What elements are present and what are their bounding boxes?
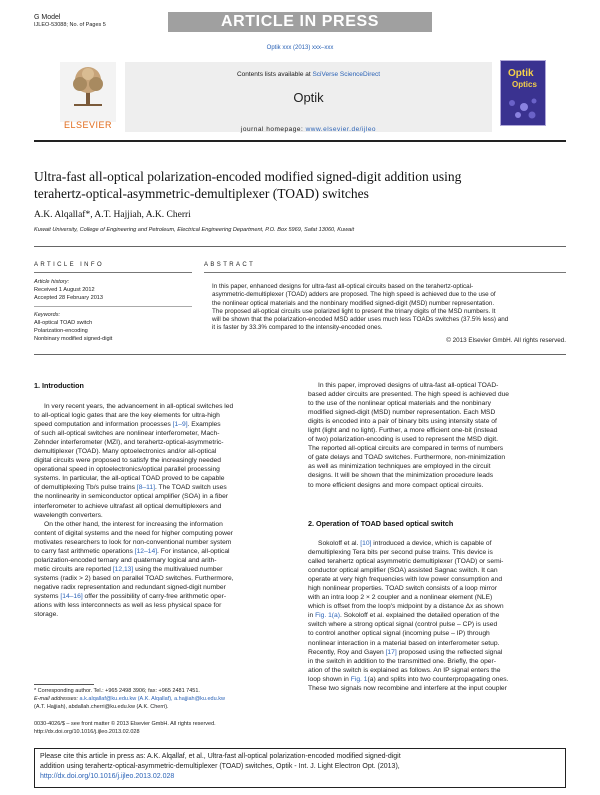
para-line: wavelength converters. (34, 511, 103, 519)
section-2-body (308, 539, 566, 693)
para-line: of two) polarization-encoding is used to represent the MSD digit. (308, 436, 498, 444)
section-1-body (34, 402, 292, 619)
cover-pattern-icon (504, 95, 542, 121)
please-cite-line: addition using terahertz-optical-asymmetric-demultiplexer (TOAD) switches, Optik - Int. J. Light Electron Opt. (2013), (40, 763, 400, 770)
abstract-line: will be shown that the polarization-encoded MSD adder uses much less TOADs switches (37.5% less) and (212, 316, 509, 324)
para-line: as well as minimization techniques are employed in the circuit (308, 463, 491, 471)
please-cite-text (40, 752, 560, 782)
citation-link[interactable]: [8–11] (136, 484, 155, 492)
para-line: polarization-encoded ternary and quaternary logical and arith- (34, 556, 217, 564)
para-line: designs. It will be shown that the minimization procedure leads (308, 472, 494, 480)
journal-code-id: IJLEO-53088; (34, 22, 68, 28)
para-line: operate at very high frequencies with low power consumption and (308, 576, 503, 584)
para-line: interferometer to achieve ultrafast all optical demultiplexers and (34, 502, 222, 510)
keyword-item: All-optical TOAD switch (34, 320, 93, 326)
affiliation: Kuwait University, College of Engineering and Petroleum, Electrical Engineering Department, P.O. Box 5969, Safat 13060, Kuwait (34, 227, 355, 233)
para-line: content of digital systems and the need for higher computing power (34, 529, 233, 537)
para-text: to carry fast arithmetic operations (34, 547, 135, 555)
title-line-1: Ultra-fast all-optical polarization-encoded modified signed-digit addition using (34, 169, 462, 184)
para-line: to more efficient designs and more compact optical circuits. (308, 481, 484, 489)
abstract-line: it is faster by 33.3% compared to the intensity-encoded ones. (212, 324, 383, 332)
para-line: conductor optical amplifier (SOA) assisted Sagnac switch. It can (308, 567, 498, 575)
para-line (34, 592, 292, 601)
pages-label: No. of Pages 5 (69, 22, 106, 28)
email-note-continued: (A.T. Hajjiah), abdallah.cherri@ku.edu.kw (A.K. Cherri). (34, 704, 169, 710)
para-text: of demultiplexing Tb/s pulse trains (34, 484, 137, 492)
issn-line: 0030-4026/$ – see front matter © 2013 Elsevier GmbH. All rights reserved. (34, 721, 216, 727)
sciencedirect-link[interactable]: SciVerse ScienceDirect (312, 71, 381, 78)
para-line: operational speed in optoelectronics/optical parallel processing (34, 466, 220, 474)
title-rule (34, 246, 566, 247)
right-intro-body (308, 381, 566, 490)
para-line: systems. In particular, the all-optical TOAD proved to be capable (34, 475, 225, 483)
abstract-copyright: © 2013 Elsevier GmbH. All rights reserved. (446, 337, 566, 344)
citation-link[interactable]: [12–14] (134, 547, 158, 555)
para-line: digital circuits were proposed to satisfy the increasingly needed (34, 457, 221, 465)
article-in-press-label: ARTICLE IN PRESS (220, 13, 380, 30)
para-line: the nonlinearity in semiconductor optical amplifier (SOA) in a fiber (34, 493, 229, 501)
para-line: based adder circuits are presented. The high speed is achieved due (308, 391, 510, 399)
contents-prefix: Contents lists available at (236, 71, 313, 78)
para-line (308, 539, 566, 548)
para-line: to the use of the nonlinear optical materials and the nonbinary (308, 400, 491, 408)
citation-link[interactable]: [12,13] (112, 565, 134, 573)
para-text: systems (34, 592, 61, 600)
para-line: ation of the switch is explained as follows. An IP signal enters the (308, 666, 501, 674)
figure-link[interactable]: Fig. 1(a) (315, 612, 340, 620)
abstract-line: asymmetric-demultiplexer (TOAD) adders are proposed. The high speed is achieved due to the use of (212, 291, 496, 299)
para-text: . Examples (187, 421, 221, 429)
para-line: Zehnder interferometer (MZI), and terahertz-optical-asymmetric- (34, 439, 224, 447)
homepage-link[interactable]: www.elsevier.de/ijleo (305, 126, 377, 133)
contents-line (125, 71, 492, 78)
header-rule (34, 140, 566, 142)
citation-link[interactable]: [1–9] (172, 421, 188, 429)
para-line: with an intra loop 2 × 2 coupler and a nonlinear element (NLE) (308, 594, 493, 602)
received-date: Received 1 August 2012 (34, 287, 95, 293)
para-text: (a) and splits into two counterpropagating ones. (367, 675, 509, 683)
homepage-prefix: journal homepage: (240, 126, 306, 133)
para-line: On the other hand, the interest for increasing the information (44, 520, 223, 528)
citation-link[interactable]: [10] (360, 540, 372, 547)
abstract-rule (204, 272, 566, 273)
citation-link[interactable]: [14–16] (60, 592, 83, 600)
elsevier-wordmark: ELSEVIER (63, 120, 113, 130)
cover-title: Optik (508, 68, 534, 79)
para-text: loop shown in (308, 675, 351, 683)
para-line: in the switch in addition to the transmitted one. Briefly, the oper- (308, 657, 496, 665)
para-text: introduced a device, which is capable of (371, 540, 492, 547)
article-info-caption: ARTICLE INFO (34, 262, 105, 268)
para-line: digits is encoded into a pair of binary bits using intensity state of (308, 418, 497, 426)
citation-link[interactable]: [17] (385, 648, 397, 656)
email-note (34, 696, 294, 704)
homepage-line (125, 126, 492, 133)
para-line: nonlinear interaction in a material based on interferometer setup. (308, 639, 500, 647)
para-line: to control another optical signal (incoming pulse – IP) through (308, 630, 490, 638)
article-info-separator (34, 306, 192, 307)
footnote-rule (34, 684, 94, 685)
abstract-line: the nonlinear optical materials and the nonbinary modified signed-digit (MSD) number representation. (212, 299, 495, 307)
para-line: light (light and no light). Further, a more efficient one-bit (instead (308, 427, 498, 435)
para-line (34, 547, 292, 556)
para-line: storage. (34, 611, 59, 619)
keywords-label: Keywords: (34, 312, 61, 318)
section-1-heading: 1. Introduction (34, 381, 84, 390)
para-line: of such all-optical switches are nonlinear interferometer, Mach- (34, 430, 220, 438)
doi-link[interactable]: http://dx.doi.org/10.1016/j.ijleo.2013.02.028 (34, 729, 140, 735)
journal-name: Optik (293, 90, 324, 105)
para-text: in (308, 612, 316, 620)
para-line: which is offset from the loop's midpoint by a distance Δx as shown (308, 603, 504, 611)
para-line: In this paper, improved designs of ultra-fast all-optical TOAD- (318, 382, 499, 389)
para-text: . For instance, all-optical (157, 547, 230, 555)
para-line: modified signed-digit (MSD) number representation. Each MSD (308, 409, 496, 417)
article-title (34, 168, 574, 202)
para-line: systems (radix > 2) based on parallel TOAD switches. Furthermore, (34, 574, 234, 582)
para-line: demultiplexer (TOAD). Many optoelectronics and/or all-optical (34, 448, 217, 456)
para-line: In very recent years, the advancement in all-optical switches led (44, 403, 234, 410)
para-line (308, 611, 566, 620)
para-text: . The TOAD switch uses (154, 484, 227, 492)
para-line (34, 420, 292, 429)
history-label: Article history: (34, 279, 70, 285)
keyword-item: Nonbinary modified signed-digit (34, 336, 113, 342)
please-cite-doi-link[interactable]: http://dx.doi.org/10.1016/j.ijleo.2013.02.028 (40, 773, 175, 780)
para-line (34, 483, 292, 492)
para-line: The reported all-optical circuits are compared in terms of numbers (308, 445, 504, 453)
para-line: high nonlinear properties. TOAD switch consists of a loop mirror (308, 585, 497, 593)
para-line (34, 565, 292, 574)
keyword-item: Polarization-encoding (34, 328, 88, 334)
para-text: Sokoloff et al. (318, 540, 361, 547)
figure-link[interactable]: Fig. 1 (350, 675, 368, 683)
accepted-date: Accepted 28 February 2013 (34, 295, 104, 301)
abstract-rule-bottom (34, 354, 566, 355)
abstract-text (212, 283, 566, 333)
para-text: metic circuits are reported (34, 565, 113, 573)
authors: A.K. Alqallaf*, A.T. Hajjiah, A.K. Cherri (34, 210, 191, 220)
para-line (308, 675, 566, 684)
para-line: ations with less interconnects as well as less physical space for (34, 602, 222, 610)
para-text: offer the possibility of carry-free arithmetic oper- (82, 592, 227, 600)
para-text: Recently, Roy and Gayen (308, 648, 386, 656)
title-line-2: terahertz-optical-asymmetric-demultiplexer (TOAD) switches (34, 186, 369, 201)
email-link[interactable]: a.k.alqallaf@ku.edu.kw (A.K. Alqallaf), a.hajjiah@ku.edu.kw (79, 696, 225, 702)
journal-code (34, 22, 106, 28)
please-cite-line: Please cite this article in press as: A.K. Alqallaf, et al., Ultra-fast all-optical polarization-encoded modified signed-digit (40, 753, 401, 760)
abstract-line: The proposed all-optical circuits use polarized light to present the trinary digits of the MSD numbers. It (212, 307, 496, 315)
corresponding-author-note: * Corresponding author. Tel.: +965 2498 3906; fax: +965 2481 7451. (34, 688, 200, 694)
para-text: . Sokoloff et al. explained the detailed operation of the (339, 612, 500, 620)
gmodel-label: G Model (34, 14, 61, 21)
abstract-caption: ABSTRACT (204, 262, 256, 268)
elsevier-tree-icon (68, 64, 108, 108)
para-line: called terahertz optical asymmetric demultiplexer (TOAD) or semi- (308, 558, 504, 566)
abstract-line: In this paper, enhanced designs for ultra-fast all-optical circuits based on the terahertz-optical- (212, 283, 474, 290)
journal-citation-link[interactable]: Optik xxx (2013) xxx–xxx (266, 45, 334, 51)
para-line: negative radix representation and redundant signed-digit number (34, 583, 226, 591)
para-text: speed computation and information processes (34, 421, 173, 429)
para-text: proposed using the reflected signal (396, 648, 503, 656)
para-line: These two signals now recombine and interfere at the input coupler (308, 684, 507, 692)
para-line (308, 648, 566, 657)
para-line: demultiplexing Tera bits per second pulse trains. This device is (308, 549, 493, 557)
para-line: motivates researchers to look for non-conventional number system (34, 538, 232, 546)
cover-subtitle: Optics (512, 80, 537, 89)
section-2-heading: 2. Operation of TOAD based optical switch (308, 519, 454, 528)
para-line: of gate delays and TOAD switches. Furthermore, non-minimization (308, 454, 506, 462)
para-text: using the multivalued number (133, 565, 223, 573)
para-line: switch where a strong optical signal (control pulse – CP) is used (308, 621, 498, 629)
email-label: E-mail addresses: (34, 696, 80, 702)
para-line: to all-optical logic gates that are the key elements for ultra-high (34, 412, 220, 420)
article-info-rule (34, 272, 192, 273)
